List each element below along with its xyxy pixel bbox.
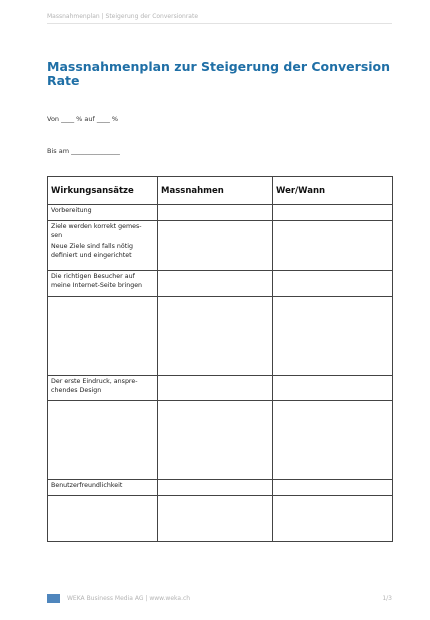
approach-cell: Vorbereitung bbox=[48, 205, 158, 221]
who-when-cell bbox=[273, 376, 393, 401]
measures-cell bbox=[158, 401, 273, 480]
who-when-cell bbox=[273, 205, 393, 221]
approach-text: Ziele werden korrekt gemes- sen bbox=[51, 223, 142, 239]
measures-cell bbox=[158, 297, 273, 376]
running-header: Massnahmenplan | Steigerung der Conversionrate bbox=[47, 13, 392, 24]
table-row bbox=[48, 221, 393, 271]
action-plan-table bbox=[47, 176, 393, 542]
who-when-cell bbox=[273, 480, 393, 496]
weka-logo-icon bbox=[47, 594, 60, 603]
column-header-approaches: Wirkungsansätze bbox=[48, 177, 158, 205]
measures-cell bbox=[158, 205, 273, 221]
column-header-measures: Massnahmen bbox=[158, 177, 273, 205]
measures-cell bbox=[158, 221, 273, 271]
who-when-cell bbox=[273, 401, 393, 480]
approach-cell bbox=[48, 297, 158, 376]
table-row bbox=[48, 480, 393, 496]
approach-cell: Der erste Eindruck, anspre- chendes Design bbox=[48, 376, 158, 401]
deadline-field: Bis am _______________ bbox=[47, 147, 120, 155]
measures-cell bbox=[158, 376, 273, 401]
who-when-cell bbox=[273, 271, 393, 297]
document-title: Massnahmenplan zur Steigerung der Conversion Rate bbox=[47, 59, 391, 88]
table-row bbox=[48, 205, 393, 221]
who-when-cell bbox=[273, 297, 393, 376]
table-row bbox=[48, 496, 393, 542]
page-footer bbox=[47, 594, 392, 604]
approach-text: Neue Ziele sind falls nötig definiert und eingerichtet bbox=[51, 243, 133, 259]
footer-company: WEKA Business Media AG | www.weka.ch bbox=[67, 595, 191, 602]
page-number: 1/3 bbox=[382, 595, 392, 602]
conversion-rate-range-field: Von ____ % auf ____ % bbox=[47, 115, 119, 123]
table-row bbox=[48, 401, 393, 480]
measures-cell bbox=[158, 271, 273, 297]
column-header-who-when: Wer/Wann bbox=[273, 177, 393, 205]
table-row bbox=[48, 376, 393, 401]
measures-cell bbox=[158, 480, 273, 496]
who-when-cell bbox=[273, 221, 393, 271]
measures-cell bbox=[158, 496, 273, 542]
who-when-cell bbox=[273, 496, 393, 542]
table-row bbox=[48, 271, 393, 297]
approach-cell bbox=[48, 496, 158, 542]
table-header-row bbox=[48, 177, 393, 205]
approach-cell: Benutzerfreundlichkeit bbox=[48, 480, 158, 496]
approach-cell bbox=[48, 221, 158, 271]
approach-cell: Die richtigen Besucher auf meine Internet-Seite bringen bbox=[48, 271, 158, 297]
approach-cell bbox=[48, 401, 158, 480]
table-row bbox=[48, 297, 393, 376]
